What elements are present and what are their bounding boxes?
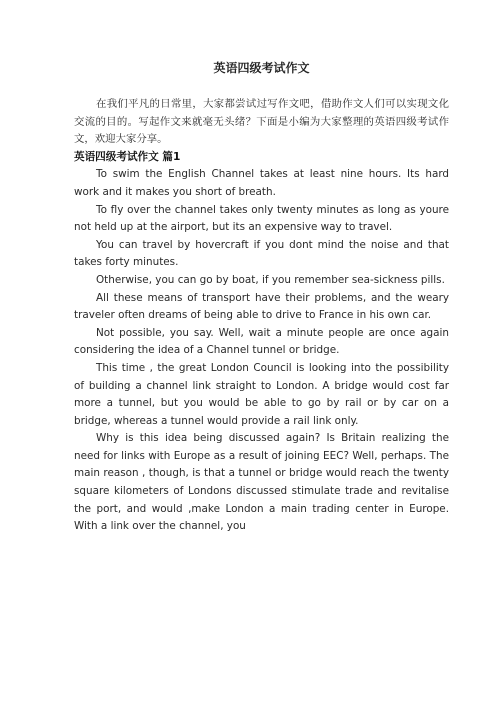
- body-paragraph: All these means of transport have their problems, and the weary traveler often dreams of being able to drive to France in his own car.: [74, 291, 449, 322]
- body-paragraph: Otherwise, you can go by boat, if you remember sea-sickness pills.: [96, 273, 445, 286]
- document-page: [74, 58, 449, 536]
- body-paragraph: To swim the English Channel takes at least nine hours. Its hard work and it makes you short of breath.: [74, 168, 449, 198]
- intro-paragraph: 在我们平凡的日常里，大家都尝试过写作文吧，借助作文人们可以实现文化交流的目的。写起作文来就毫无头绪？下面是小编为大家整理的英语四级考试作文，欢迎大家分享。: [74, 98, 449, 146]
- document-title: 英语四级考试作文: [213, 61, 310, 75]
- body-paragraph: This time , the great London Council is looking into the possibility of building a channel link straight to London. A bridge would cost far more a tunnel, but you would be able to go by rail or by car on a bridge, whereas a tunnel would provide a rail link only.: [74, 361, 449, 427]
- body-paragraph: Why is this idea being discussed again? Is Britain realizing the need for links with Europe as a result of joining EEC? Well, perhaps. The main reason , though, is that a tunnel or bridge would reach the twenty square kilometers of Londons discussed stimulate trade and revitalise the port, and would ,make London a main trading center in Europe. With a link over the channel, you: [74, 432, 449, 533]
- body-paragraph: Not possible, you say. Well, wait a minute people are once again considering the idea of a Channel tunnel or bridge.: [74, 326, 449, 357]
- body-paragraph: To fly over the channel takes only twenty minutes as long as youre not held up at the airport, but its an expensive way to travel.: [74, 203, 449, 234]
- body-paragraph: You can travel by hovercraft if you dont mind the noise and that takes forty minutes.: [74, 238, 449, 269]
- section-heading: 英语四级考试作文 篇1: [74, 150, 181, 163]
